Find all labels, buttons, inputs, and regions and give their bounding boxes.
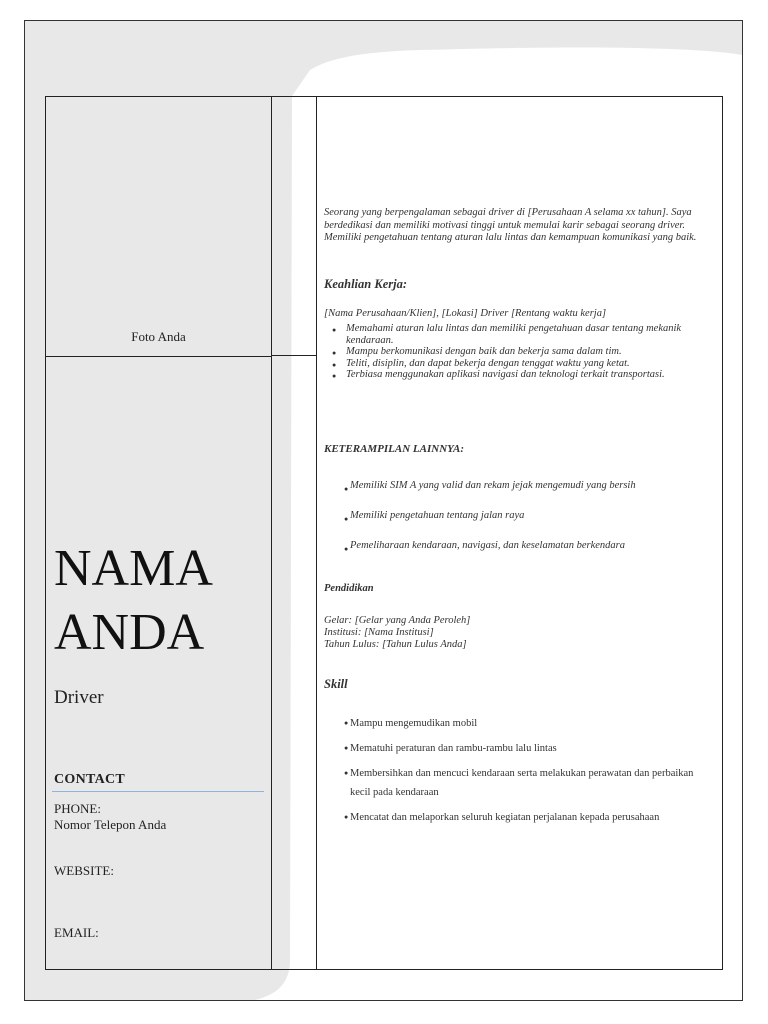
skill-heading: Skill bbox=[324, 677, 348, 691]
profile-summary: Seorang yang berpengalaman sebagai driver di [Perusahaan A selama xx tahun]. Saya berdedikasi dan memiliki motivasi tinggi untuk memulai karir sebagai seorang driver. Memiliki pengetahuan tentang aturan lalu lintas dan kemampuan komunikasi yang baik. bbox=[324, 207, 697, 243]
list-item: ● Membersihkan dan mencuci kendaraan serta melakukan perawatan dan perbaikan kecil pada kendaraan bbox=[324, 764, 714, 802]
list-item: ● Mampu berkomunikasi dengan baik dan bekerja sama dalam tim. bbox=[327, 346, 711, 358]
spacer-divider bbox=[272, 355, 316, 356]
keahlian-company: [Nama Perusahaan/Klien], [Lokasi] Driver [Rentang waktu kerja] bbox=[324, 308, 607, 319]
keterampilan-list bbox=[324, 479, 719, 569]
keahlian-heading: Keahlian Kerja: bbox=[324, 277, 407, 291]
phone-label: PHONE: bbox=[54, 801, 101, 816]
contact-heading: CONTACT bbox=[54, 772, 126, 787]
education-block bbox=[324, 615, 716, 651]
institusi-line: Institusi: [Nama Institusi] bbox=[324, 627, 434, 638]
skill-list bbox=[324, 714, 714, 833]
job-role: Driver bbox=[54, 687, 104, 708]
website-label: WEBSITE: bbox=[54, 863, 114, 878]
list-item: ● Mampu mengemudikan mobil bbox=[324, 714, 714, 733]
list-item: ● Mematuhi peraturan dan rambu-rambu lalu lintas bbox=[324, 739, 714, 758]
spacer-column bbox=[271, 96, 317, 970]
name-heading bbox=[54, 537, 213, 665]
right-column bbox=[316, 96, 723, 970]
left-column bbox=[45, 96, 272, 970]
list-item: ● Mencatat dan melaporkan seluruh kegiatan perjalanan kepada perusahaan bbox=[324, 808, 714, 827]
contact-divider bbox=[52, 791, 264, 792]
list-item: ● Pemeliharaan kendaraan, navigasi, dan keselamatan berkendara bbox=[324, 539, 719, 553]
pendidikan-heading: Pendidikan bbox=[324, 583, 374, 594]
list-item: ● Terbiasa menggunakan aplikasi navigasi dan teknologi terkait transportasi. bbox=[327, 369, 711, 381]
list-item: ● Memiliki pengetahuan tentang jalan raya bbox=[324, 509, 719, 523]
phone-value: Nomor Telepon Anda bbox=[54, 817, 167, 832]
gelar-line: Gelar: [Gelar yang Anda Peroleh] bbox=[324, 615, 471, 626]
list-item: ● Memiliki SIM A yang valid dan rekam jejak mengemudi yang bersih bbox=[324, 479, 719, 493]
name-line-1: NAMA bbox=[54, 540, 213, 597]
name-line-2: ANDA bbox=[54, 604, 205, 661]
keahlian-list bbox=[327, 323, 711, 381]
photo-placeholder bbox=[46, 97, 271, 357]
keterampilan-heading: KETERAMPILAN LAINNYA: bbox=[324, 443, 465, 455]
photo-label: Foto Anda bbox=[131, 329, 186, 344]
list-item: ● Memahami aturan lalu lintas dan memiliki pengetahuan dasar tentang mekanik kendaraan. bbox=[327, 323, 711, 346]
email-label: EMAIL: bbox=[54, 925, 99, 940]
tahun-lulus-line: Tahun Lulus: [Tahun Lulus Anda] bbox=[324, 639, 467, 650]
list-item: ● Teliti, disiplin, dan dapat bekerja dengan tenggat waktu yang ketat. bbox=[327, 358, 711, 370]
